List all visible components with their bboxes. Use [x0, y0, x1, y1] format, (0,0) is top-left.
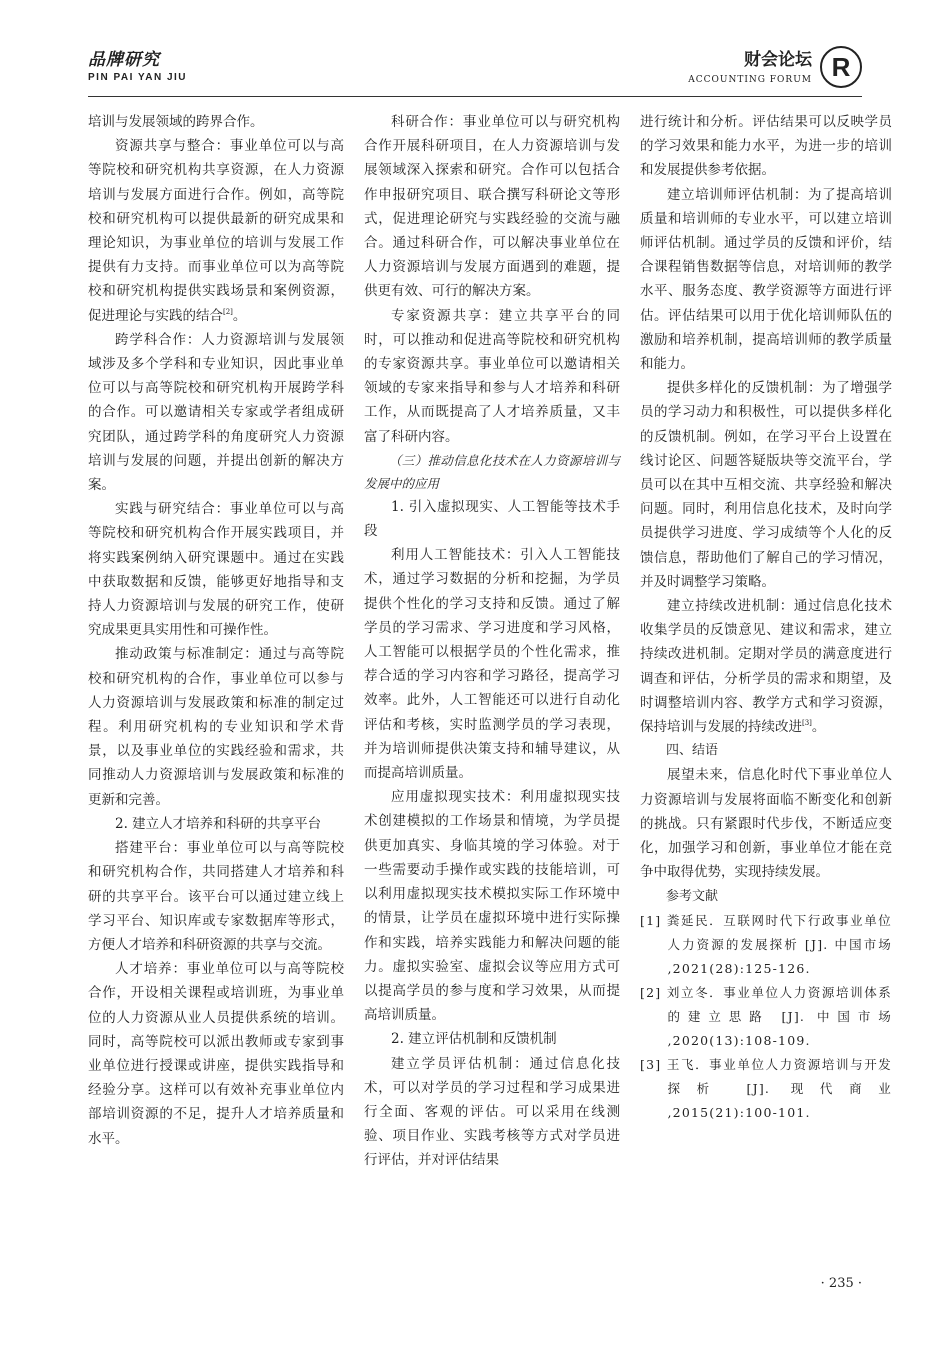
paragraph: 跨学科合作：人力资源培训与发展领域涉及多个学科和专业知识，因此事业单位可以与高等院校和研究机构开展跨学科的合作。可以邀请相关专家或学者组成研究团队，通过跨学科的角度研究人力资源培训与发展的问题，并提出创新的解决方案。: [88, 331, 344, 494]
paragraph: 进行统计和分析。评估结果可以反映学员的学习效果和能力水平，为进一步的培训和发展提供参考依据。: [640, 114, 892, 179]
paragraph: 人才培养：事业单位可以与高等院校合作，开设相关课程或培训班，为事业单位的人力资源从业人员提供系统的培训。同时，高等院校可以派出教师或专家到事业单位进行授课或讲座，提供实践指导和经验分享。这样可以有效补充事业单位内部培训资源的不足，提升人才培养质量和水平。: [88, 961, 344, 1147]
paragraph: 专家资源共享：建立共享平台的同时，可以推动和促进高等院校和研究机构的专家资源共享。事业单位可以邀请相关领域的专家来指导和参与人才培养和科研工作，从而既提高了人才培养质量，又丰富了科研内容。: [364, 307, 620, 445]
reference-item: [2] 刘立冬．事业单位人力资源培训体系的建立思路 [J]. 中国市场 ,2020(13):108-109.: [640, 984, 892, 1048]
paragraph: 展望未来，信息化时代下事业单位人力资源培训与发展将面临不断变化和创新的挑战。只有紧跟时代步伐，不断适应变化，加强学习和创新，事业单位才能在竞争中取得优势，实现持续发展。: [640, 767, 892, 881]
brand-title: 品牌研究: [88, 50, 160, 70]
journal-subtitle: ACCOUNTING FORUM: [688, 75, 812, 85]
registered-logo-icon: R: [820, 46, 862, 88]
header-journal: [688, 46, 862, 88]
paragraph: 实践与研究结合：事业单位可以与高等院校和研究机构合作开展实践项目，并将实践案例纳入研究课题中。通过在实践中获取数据和反馈，能够更好地指导和支持人力资源培训与发展的研究工作，使研究成果更具实用性和可操作性。: [88, 501, 344, 639]
citation-ref: [2]: [223, 307, 233, 316]
paragraph: 科研合作：事业单位可以与研究机构合作开展科研项目，在人力资源培训与发展领域深入探索和研究。合作可以包括合作申报研究项目、联合撰写科研论文等形式，促进理论研究与实践经验的交流与融合。通过科研合作，可以解决事业单位在人力资源培训与发展方面遇到的难题，提供更有效、可行的解决方案。: [364, 114, 620, 300]
paragraph: 建立持续改进机制：通过信息化技术收集学员的反馈意见、建议和需求，建立持续改进机制。定期对学员的满意度进行调查和评估，分析学员的需求和期望，及时调整培训内容、教学方式和学习资源，保持培训与发展的持续改进[3]。: [640, 598, 892, 736]
section-heading: （三）推动信息化技术在人力资源培训与发展中的应用: [364, 452, 620, 491]
column-3: [640, 110, 892, 1125]
conclusion-heading: 四、结语: [666, 743, 719, 759]
paragraph: 资源共享与整合：事业单位可以与高等院校和研究机构共享资源，在人力资源培训与发展方面进行合作。例如，高等院校和研究机构可以提供最新的研究成果和理论知识，为事业单位的培训与发展工作提供有力支持。而事业单位可以为高等院校和研究机构提供实践场景和案例资源，促进理论与实践的结合[2]。: [88, 138, 344, 324]
paragraph: 建立学员评估机制：通过信息化技术，可以对学员的学习过程和学习成果进行全面、客观的评估。可以采用在线测验、项目作业、实践考核等方式对学员进行评估，并对评估结果: [364, 1055, 620, 1169]
journal-title: 财会论坛: [744, 50, 812, 69]
paragraph: 建立培训师评估机制：为了提高培训质量和培训师的专业水平，可以建立培训师评估机制。通过学员的反馈和评价，结合课程销售数据等信息，对培训师的教学水平、服务态度、教学资源等方面进行评估。评估结果可以用于优化培训师队伍的激励和培养机制，提高培训师的教学质量和能力。: [640, 186, 892, 373]
column-1: [88, 110, 344, 1151]
section-heading: 2. 建立评估机制和反馈机制: [391, 1031, 557, 1048]
header-divider: [88, 96, 862, 97]
paragraph: 利用人工智能技术：引入人工智能技术，通过学习数据的分析和挖掘，为学员提供个性化的学习支持和反馈。通过了解学员的学习需求、学习进度和学习风格，人工智能可以根据学员的个性化需求，推荐合适的学习内容和学习路径，提高学习效率。此外，人工智能还可以进行自动化评估和考核，实时监测学员的学习表现，并为培训师提供决策支持和辅导建议，从而提高培训质量。: [364, 547, 620, 782]
section-heading: 1. 引入虚拟现实、人工智能等技术手段: [364, 498, 620, 540]
column-2: [364, 110, 620, 1173]
reference-item: [1] 粪延民．互联网时代下行政事业单位人力资源的发展探析 [J]. 中国市场 ,2021(28):125-126.: [640, 912, 892, 976]
paragraph: 应用虚拟现实技术：利用虚拟现实技术创建模拟的工作场景和情境，为学员提供更加真实、身临其境的学习体验。对于一些需要动手操作或实践的技能培训，可以利用虚拟现实技术模拟实际工作环境中的情景，让学员在虚拟环境中进行实际操作和实践，培养实践能力和解决问题的能力。虚拟实验室、虚拟会议等应用方式可以提高学员的参与度和学习效果，从而提高培训质量。: [364, 789, 620, 1024]
reference-item: [3] 王飞．事业单位人力资源培训与开发探析 [J]. 现代商业 ,2015(21):100-101.: [640, 1056, 892, 1120]
paragraph: 推动政策与标准制定：通过与高等院校和研究机构的合作，事业单位可以参与人力资源培训与发展政策和标准的制定过程。利用研究机构的专业知识和学术背景，以及事业单位的实践经验和需求，共同推动人力资源培训与发展政策和标准的更新和完善。: [88, 646, 344, 808]
section-heading: 2. 建立人才培养和科研的共享平台: [115, 815, 322, 832]
references-heading: 参考文献: [666, 888, 719, 904]
paragraph: 提供多样化的反馈机制：为了增强学员的学习动力和积极性，可以提供多样化的反馈机制。例如，在学习平台上设置在线讨论区、问题答疑版块等交流平台，学员可以在其中互相交流、共享经验和解决问题。同时，利用信息化技术，及时向学员提供学习进度、学习成绩等个人化的反馈信息，帮助他们了解自己的学习情况，并及时调整学习策略。: [640, 380, 892, 590]
paragraph: 搭建平台：事业单位可以与高等院校和研究机构合作，共同搭建人才培养和科研的共享平台。该平台可以通过建立线上学习平台、知识库或专家数据库等形式，方便人才培养和科研资源的共享与交流。: [88, 840, 344, 953]
paragraph: 培训与发展领域的跨界合作。: [88, 114, 264, 130]
page-number: · 235 ·: [820, 1276, 862, 1291]
brand-pinyin: PIN PAI YAN JIU: [88, 72, 188, 83]
citation-ref: [3]: [802, 719, 812, 728]
header-brand: [88, 50, 187, 83]
